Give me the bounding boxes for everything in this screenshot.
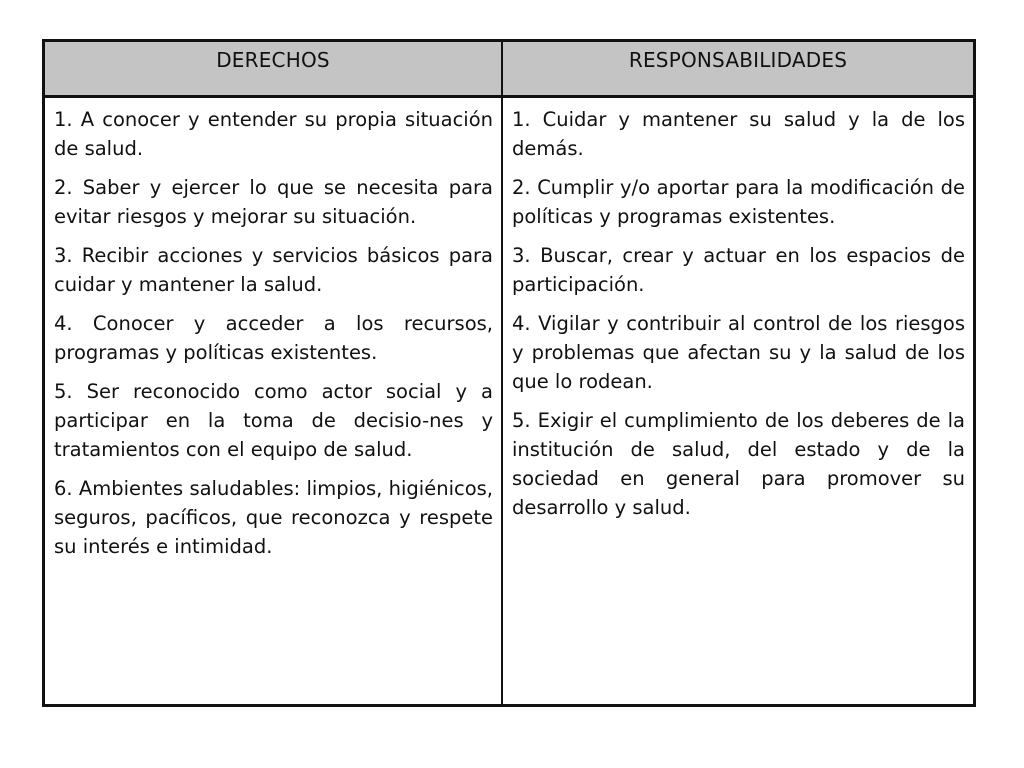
derecho-item-6: 6. Ambientes saludables: limpios, higiénicos, seguros, pacíficos, que reconozca y respete su interés e intimidad. [54,477,493,558]
derecho-item-1: 1. A conocer y entender su propia situación de salud. [54,108,493,160]
rights-responsibilities-table [42,39,976,707]
header-responsabilidades: RESPONSABILIDADES [503,42,973,98]
derecho-item-4: 4. Conocer y acceder a los recursos, programas y políticas existentes. [54,312,493,364]
responsabilidad-item-1: 1. Cuidar y mantener su salud y la de los demás. [512,108,965,160]
responsabilidad-item-4: 4. Vigilar y contribuir al control de los riesgos y problemas que afectan su y la salud de los que lo rodean. [512,312,965,393]
responsabilidad-item-3: 3. Buscar, crear y actuar en los espacios de participación. [512,244,965,296]
header-derechos: DERECHOS [45,42,503,98]
derecho-item-5: 5. Ser reconocido como actor social y a participar en la toma de decisio-nes y tratamientos con el equipo de salud. [54,380,493,461]
column-derechos [45,98,503,704]
derecho-item-2: 2. Saber y ejercer lo que se necesita para evitar riesgos y mejorar su situación. [54,176,493,228]
responsabilidad-item-2: 2. Cumplir y/o aportar para la modificación de políticas y programas existentes. [512,176,965,228]
derecho-item-3: 3. Recibir acciones y servicios básicos para cuidar y mantener la salud. [54,244,493,296]
responsabilidad-item-5: 5. Exigir el cumplimiento de los deberes de la institución de salud, del estado y de la sociedad en general para promover su desarrollo y salud. [512,409,965,519]
column-responsabilidades [503,98,973,704]
